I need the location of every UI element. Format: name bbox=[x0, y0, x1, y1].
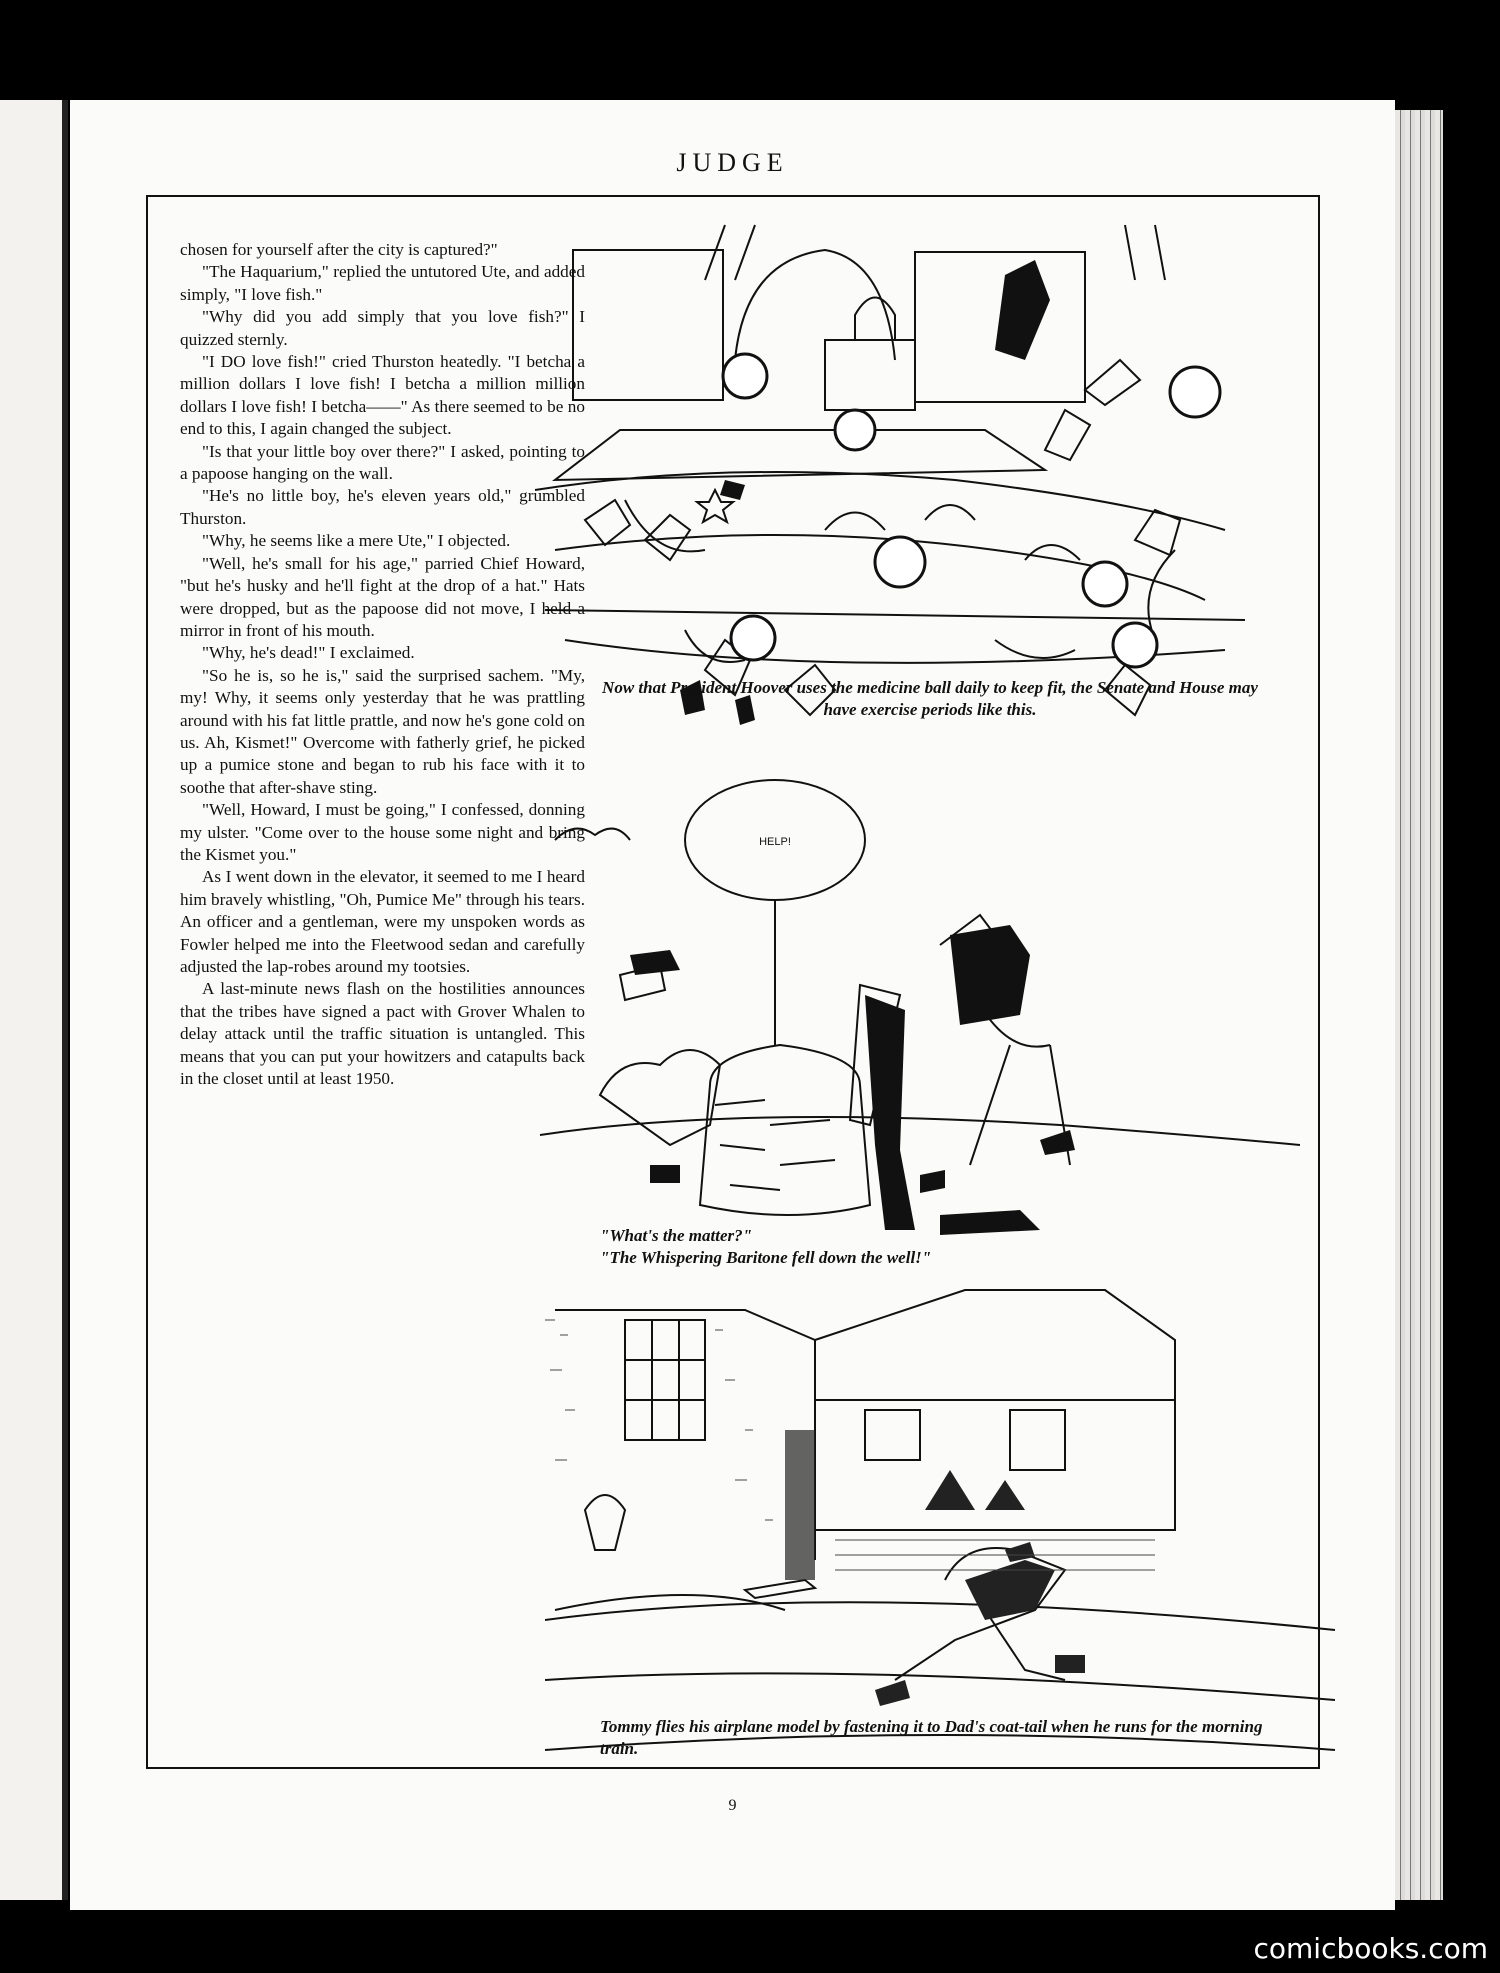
left-page-edge bbox=[0, 100, 68, 1900]
article-paragraph: "Well, he's small for his age," parried Chief Howard, "but he's husky and he'll fight at the drop of a hat." Hats were dropped, but as the papoose did not move, I held a mirror in front of his mouth. bbox=[180, 553, 585, 640]
article-paragraph: "Why, he seems like a mere Ute," I objected. bbox=[202, 531, 511, 551]
article-paragraph: "The Haquarium," replied the untutored Ute, and added simply, "I love fish." bbox=[180, 262, 585, 304]
article-paragraph: chosen for yourself after the city is captured?" bbox=[180, 240, 498, 259]
airplane-cartoon bbox=[545, 1280, 1335, 1765]
page-stack-edges bbox=[1395, 110, 1443, 1900]
article-paragraph: As I went down in the elevator, it seemed to me I heard him bravely whistling, "Oh, Pumice Me" through his tears. An officer and a gentleman, were my unspoken words as Fowler helped me into the Fleetwood sedan and carefully adjusted the lap-robes around my tootsies. bbox=[180, 867, 585, 976]
article-paragraph: "He's no little boy, he's eleven years old," grumbled Thurston. bbox=[180, 486, 585, 528]
article-paragraph: "Why did you add simply that you love fish?" I quizzed sternly. bbox=[180, 307, 585, 349]
well-caption-line-1: "What's the matter?" bbox=[600, 1226, 753, 1245]
article-paragraph: "I DO love fish!" cried Thurston heatedly. "I betcha a million dollars I love fish! I betcha a million million dollars I love fish! I betcha——" As there seemed to be no end to this, I again changed the subject. bbox=[180, 352, 585, 439]
masthead: JUDGE bbox=[676, 148, 789, 177]
watermark: comicbooks.com bbox=[1253, 1932, 1488, 1965]
article-paragraph: "Why, he's dead!" I exclaimed. bbox=[202, 643, 415, 663]
magazine-page bbox=[70, 100, 1395, 1910]
article-paragraph: "Is that your little boy over there?" I asked, pointing to a papoose hanging on the wall. bbox=[180, 441, 585, 484]
article-paragraph: A last-minute news flash on the hostilities announces that the tribes have signed a pact with Grover Whalen to delay attack until the traffic situation is untangled. This means that you can put your howitzers and catapults back in the closet until at least 1950. bbox=[180, 979, 585, 1089]
page-number: 9 bbox=[728, 1797, 737, 1814]
help-balloon-text: HELP! bbox=[759, 836, 791, 848]
well-cartoon bbox=[540, 745, 1300, 1250]
article-paragraph: "Well, Howard, I must be going," I confessed, donning my ulster. "Come over to the house some night and bring the Kismet you." bbox=[180, 800, 585, 864]
article-paragraph: "So he is, so he is," said the surprised sachem. "My, my! Why, it seems only yesterday that he was prattling around with his fat little prattle, and now he's gone cold on us. Ah, Kismet!" Overcome with fatherly grief, he picked up a pumice stone and began to rub his face with it to soothe that after-shave sting. bbox=[180, 665, 585, 797]
well-caption-line-2: "The Whispering Baritone fell down the well!" bbox=[600, 1248, 932, 1267]
senate-cartoon-caption: Now that President Hoover uses the medicine ball daily to keep fit, the Senate and House may have exercise periods like this. bbox=[602, 678, 1258, 719]
airplane-cartoon-caption: Tommy flies his airplane model by fastening it to Dad's coat-tail when he runs for the morning train. bbox=[600, 1717, 1263, 1758]
